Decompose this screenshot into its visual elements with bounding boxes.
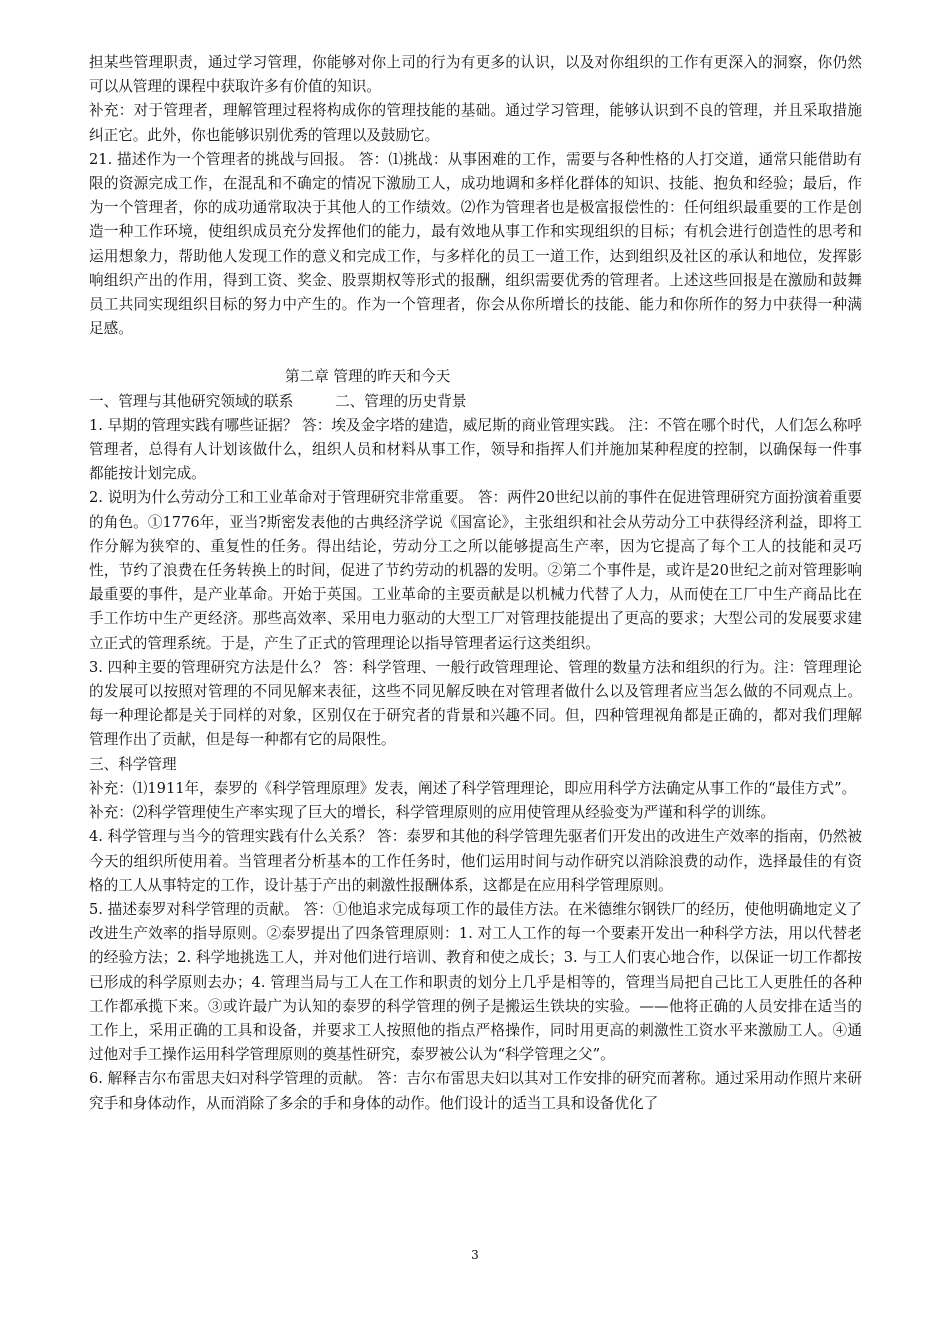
paragraph: 4. 科学管理与当今的管理实践有什么关系？ 答：泰罗和其他的科学管理先驱者们开发出的改进生产效率的指南，仍然被今天的组织所使用着。当管理者分析基本的工作任务时，他们运用时间与动作研究以消除浪费的动作，选择最佳的有资格的工人从事特定的工作，设计基于产出的刺激性报酬体系，这都是在应用科学管理原则。 <box>89 828 862 894</box>
paragraph: 补充：⑵科学管理使生产率实现了巨大的增长，科学管理原则的应用使管理从经验变为严谨和科学的训练。 <box>89 804 775 822</box>
document-body <box>89 51 862 1116</box>
paragraph: 担某些管理职责，通过学习管理，你能够对你上司的行为有更多的认识，以及对你组织的工作有更深入的洞察，你仍然可以从管理的课程中获取许多有价值的知识。 <box>89 54 862 96</box>
paragraph: 2. 说明为什么劳动分工和工业革命对于管理研究非常重要。 答：两件20世纪以前的事件在促进管理研究方面扮演着重要的角色。①1776年，亚当?斯密发表他的古典经济学说《国富论》，主张组织和社会从劳动分工中获得经济利益，即将工作分解为狭窄的、重复性的任务。得出结论，劳动分工之所以能够提高生产率，因为它提高了每个工人的技能和灵巧性，节约了浪费在任务转换上的时间，促进了节约劳动的机器的发明。②第二个事件是，或许是20世纪之前对管理影响最重要的事件，是产业革命。开始于英国。工业革命的主要贡献是以机械力代替了人力，从而使在工厂中生产商品比在手工作坊中生产更经济。那些高效率、采用电力驱动的大型工厂对管理技能提出了更高的要求；大型公司的发展要求建立正式的管理系统。于是，产生了正式的管理理论以指导管理者运行这类组织。 <box>89 489 862 652</box>
section-heading: 三、科学管理 <box>89 755 177 773</box>
paragraph: 3. 四种主要的管理研究方法是什么？ 答：科学管理、一般行政管理理论、管理的数量方法和组织的行为。注：管理理论的发展可以按照对管理的不同见解来表征，这些不同见解反映在对管理者做什么以及管理者应当怎么做的不同观点上。每一种理论都是关于同样的对象，区别仅在于研究者的背景和兴趣不同。但，四种管理视角都是正确的，都对我们理解管理作出了贡献，但是每一种都有它的局限性。 <box>89 658 862 749</box>
paragraph: 5. 描述泰罗对科学管理的贡献。 答：①他追求完成每项工作的最佳方法。在米德维尔钢铁厂的经历，使他明确地定义了改进生产效率的指导原则。②泰罗提出了四条管理原则：1. 对工人工作的每一个要素开发出一种科学方法，用以代替老的经验方法；2. 科学地挑选工人，并对他们进行培训、教育和使之成长；3. 与工人们衷心地合作，以保证一切工作都按已形成的科学原则去办；4. 管理当局与工人在工作和职责的划分上几乎是相等的，管理当局把自己比工人更胜任的各种工作都承揽下来。③或许最广为认知的泰罗的科学管理的例子是搬运生铁块的实验。——他将正确的人员安排在适当的工作上，采用正确的工具和设备，并要求工人按照他的指点严格操作，同时用更高的刺激性工资水平来激励工人。④通过他对手工操作运用科学管理原则的奠基性研究，泰罗被公认为“科学管理之父”。 <box>89 900 862 1064</box>
paragraph: 1. 早期的管理实践有哪些证据？ 答：埃及金字塔的建造，威尼斯的商业管理实践。 注：不管在哪个时代，人们怎么称呼管理者，总得有人计划该做什么，组织人员和材料从事工作，领导和指挥人们并施加某种程度的控制，以确保每一件事都能按计划完成。 <box>89 416 862 483</box>
blank-line <box>89 341 862 365</box>
chapter-title: 第二章 管理的昨天和今天 <box>285 368 451 386</box>
paragraph: 6. 解释吉尔布雷思夫妇对科学管理的贡献。 答：吉尔布雷思夫妇以其对工作安排的研究而著称。通过采用动作照片来研究手和身体动作，从而消除了多余的手和身体的动作。他们设计的适当工具和设备优化了 <box>89 1070 862 1112</box>
paragraph: 21. 描述作为一个管理者的挑战与回报。 答：⑴挑战：从事困难的工作，需要与各种性格的人打交道，通常只能借助有限的资源完成工作，在混乱和不确定的情况下激励工人，成功地调和多样化群体的知识、技能、抱负和经验；最后，作为一个管理者，你的成功通常取决于其他人的工作绩效。⑵作为管理者也是极富报偿性的：任何组织最重要的工作是创造一种工作环境，使组织成员充分发挥他们的能力，最有效地从事工作和实现组织的目标；有机会进行创造性的思考和运用想象力，帮助他人发现工作的意义和完成工作，与多样化的员工一道工作，达到组织及社区的承认和地位，发挥影响组织产出的作用，得到工资、奖金、股票期权等形式的报酬，组织需要优秀的管理者。上述这些回报是在激励和鼓舞员工共同实现组织目标的努力中产生的。作为一个管理者，你会从你所增长的技能、能力和你所作的努力中获得一种满足感。 <box>89 150 862 338</box>
paragraph: 补充：对于管理者，理解管理过程将构成你的管理技能的基础。通过学习管理，能够认识到不良的管理，并且采取措施纠正它。此外，你也能够识别优秀的管理以及鼓励它。 <box>89 102 862 144</box>
paragraph: 补充：⑴1911年，泰罗的《科学管理原理》发表，阐述了科学管理理论，即应用科学方法确定从事工作的“最佳方式”。 <box>89 779 857 797</box>
section-heading-row: 一、管理与其他研究领域的联系 二、管理的历史背景 <box>89 392 467 410</box>
page-number: 3 <box>471 1248 479 1262</box>
